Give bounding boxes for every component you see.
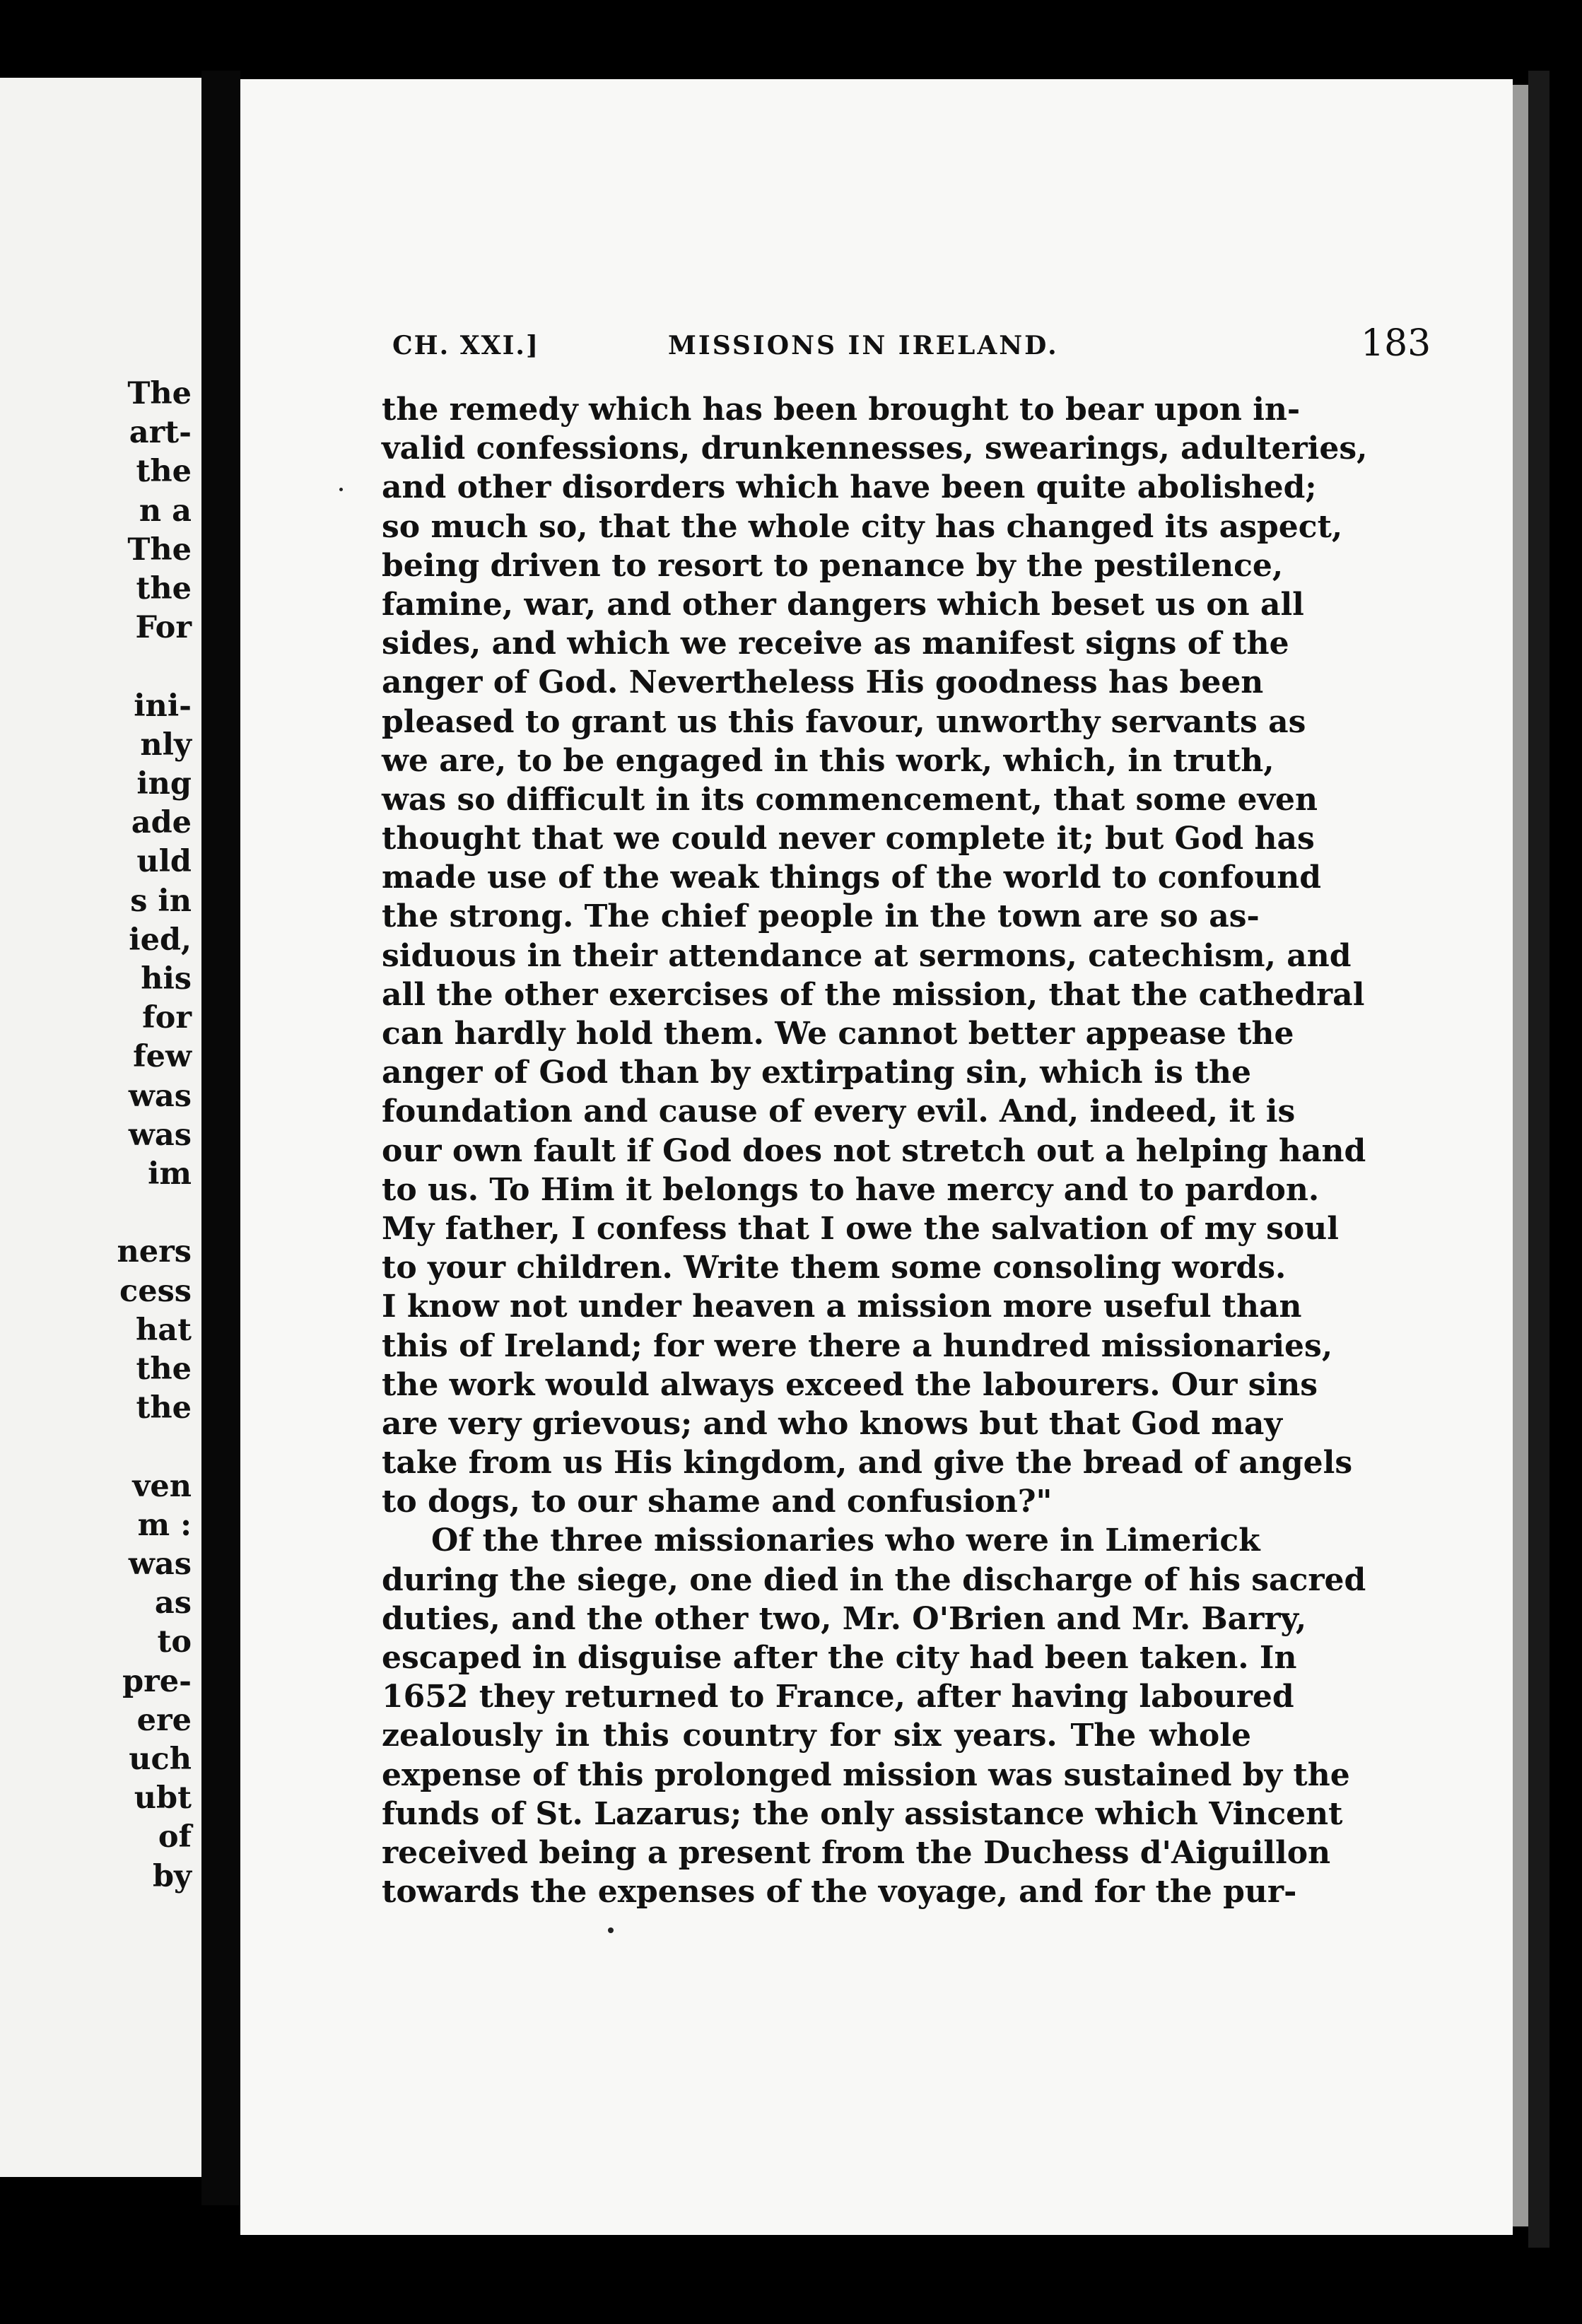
text-line: funds of St. Lazarus; the only assistance which Vincent — [382, 1795, 1343, 1832]
left-page-fragment: art- — [129, 415, 192, 451]
text-line: and other disorders which have been quite abolished; — [382, 469, 1317, 506]
text-line: siduous in their attendance at sermons, catechism, and — [382, 937, 1352, 974]
text-line: are very grievous; and who knows but that God may — [382, 1405, 1282, 1442]
running-title: MISSIONS IN IRELAND. — [668, 331, 1059, 360]
left-page-fragment: nly — [140, 727, 192, 763]
left-page-fragment: for — [142, 1000, 192, 1036]
text-line: this of Ireland; for were there a hundred missionaries, — [382, 1327, 1333, 1364]
book-gutter — [201, 71, 240, 2205]
left-page-fragment: the — [136, 454, 192, 490]
text-line: valid confessions, drunkennesses, swearings, adulteries, — [382, 430, 1368, 467]
left-page-fragment: The — [127, 376, 192, 411]
text-line: to your children. Write them some consoling words. — [382, 1250, 1287, 1286]
text-line: the work would always exceed the labourers. Our sins — [382, 1366, 1318, 1403]
text-line: being driven to resort to penance by the pestilence, — [382, 547, 1284, 584]
text-line: 1652 they returned to France, after having laboured — [382, 1679, 1294, 1715]
left-page-fragment: ubt — [134, 1780, 192, 1817]
text-line: was so difficult in its commencement, that some even — [382, 781, 1318, 818]
left-page-fragment: ners — [117, 1234, 192, 1270]
left-page-fragment: pre- — [122, 1663, 192, 1699]
left-page-fragment: was — [128, 1547, 192, 1582]
left-page-fragment: hat — [136, 1312, 192, 1348]
running-head — [392, 319, 1509, 376]
body-text — [382, 390, 1513, 1911]
left-page-fragment: ade — [131, 805, 192, 841]
text-line: the strong. The chief people in the town are so as- — [382, 898, 1260, 935]
left-page-fragment: his — [141, 961, 192, 997]
text-line: to dogs, to our shame and confusion?" — [382, 1484, 1053, 1520]
text-line: duties, and the other two, Mr. O'Brien and Mr. Barry, — [382, 1600, 1307, 1637]
text-line: anger of God than by extirpating sin, which is the — [382, 1055, 1251, 1091]
left-page-fragment: cess — [119, 1273, 192, 1309]
left-page-fragment: ven — [132, 1468, 192, 1504]
left-page-fragment: few — [133, 1039, 192, 1075]
chapter-marker: CH. XXI.] — [392, 331, 540, 360]
left-page-fragment: uch — [129, 1742, 192, 1777]
left-page-fragment: was — [128, 1078, 192, 1114]
ink-speck — [608, 1927, 614, 1933]
left-page-fragment: uld — [136, 844, 192, 880]
text-line: so much so, that the whole city has changed its aspect, — [382, 508, 1343, 545]
left-page-fragment: the — [136, 1390, 192, 1426]
text-line: famine, war, and other dangers which beset us on all — [382, 586, 1304, 623]
left-page-fragment: ini- — [134, 688, 192, 724]
text-line: zealously in this country for six years. The whole — [382, 1718, 1251, 1754]
text-line: anger of God. Nevertheless His goodness has been — [382, 664, 1264, 701]
text-line: all the other exercises of the mission, that the cathedral — [382, 976, 1365, 1013]
text-line: can hardly hold them. We cannot better appease the — [382, 1016, 1294, 1052]
left-page-fragment: the — [136, 571, 192, 606]
text-line: during the siege, one died in the discharge of his sacred — [382, 1561, 1366, 1598]
left-page-fragment: by — [152, 1858, 192, 1894]
left-page-fragment: to — [157, 1624, 192, 1660]
text-line: escaped in disguise after the city had been taken. In — [382, 1640, 1297, 1676]
left-page-fragment: was — [128, 1117, 192, 1153]
text-line: expense of this prolonged mission was sustained by the — [382, 1756, 1350, 1793]
text-line: received being a present from the Duchess d'Aiguillon — [382, 1834, 1331, 1871]
text-line: My father, I confess that I owe the salvation of my soul — [382, 1210, 1339, 1247]
left-page-fragment: im — [148, 1156, 192, 1192]
left-page-fragment: as — [154, 1585, 192, 1621]
left-page-fragment: m : — [137, 1507, 192, 1543]
text-line: pleased to grant us this favour, unworthy servants as — [382, 703, 1306, 740]
ink-speck — [339, 488, 343, 491]
left-page-fragment: ied, — [129, 922, 192, 958]
text-line: I know not under heaven a mission more useful than — [382, 1289, 1302, 1325]
text-line: our own fault if God does not stretch out a helping hand — [382, 1132, 1366, 1169]
page-edge-shadow — [1528, 71, 1549, 2248]
left-page-fragment: of — [158, 1819, 192, 1855]
text-line: the remedy which has been brought to bear upon in- — [382, 392, 1301, 428]
page-number: 183 — [1361, 322, 1431, 365]
left-page-fragment: ing — [136, 766, 192, 802]
text-line: thought that we could never complete it; but God has — [382, 821, 1315, 857]
main-page — [240, 79, 1513, 2235]
text-line: take from us His kingdom, and give the bread of angels — [382, 1445, 1353, 1481]
left-page-fragment: s in — [130, 883, 192, 919]
left-page-fragment: n a — [139, 493, 192, 529]
left-facing-page — [0, 78, 201, 2177]
left-page-fragment: ere — [136, 1702, 192, 1738]
left-page-fragment: The — [127, 532, 192, 568]
left-page-fragment: the — [136, 1351, 192, 1387]
text-line: foundation and cause of every evil. And, indeed, it is — [382, 1093, 1296, 1130]
text-line: we are, to be engaged in this work, which, in truth, — [382, 742, 1275, 779]
paragraph-start-line: Of the three missionaries who were in Limerick — [431, 1522, 1260, 1559]
text-line: made use of the weak things of the world to confound — [382, 859, 1322, 896]
text-line: towards the expenses of the voyage, and for the pur- — [382, 1874, 1297, 1911]
page-edge — [1513, 85, 1528, 2226]
text-line: sides, and which we receive as manifest signs of the — [382, 626, 1289, 662]
text-line: to us. To Him it belongs to have mercy and to pardon. — [382, 1171, 1320, 1208]
left-page-fragment: For — [135, 610, 192, 646]
